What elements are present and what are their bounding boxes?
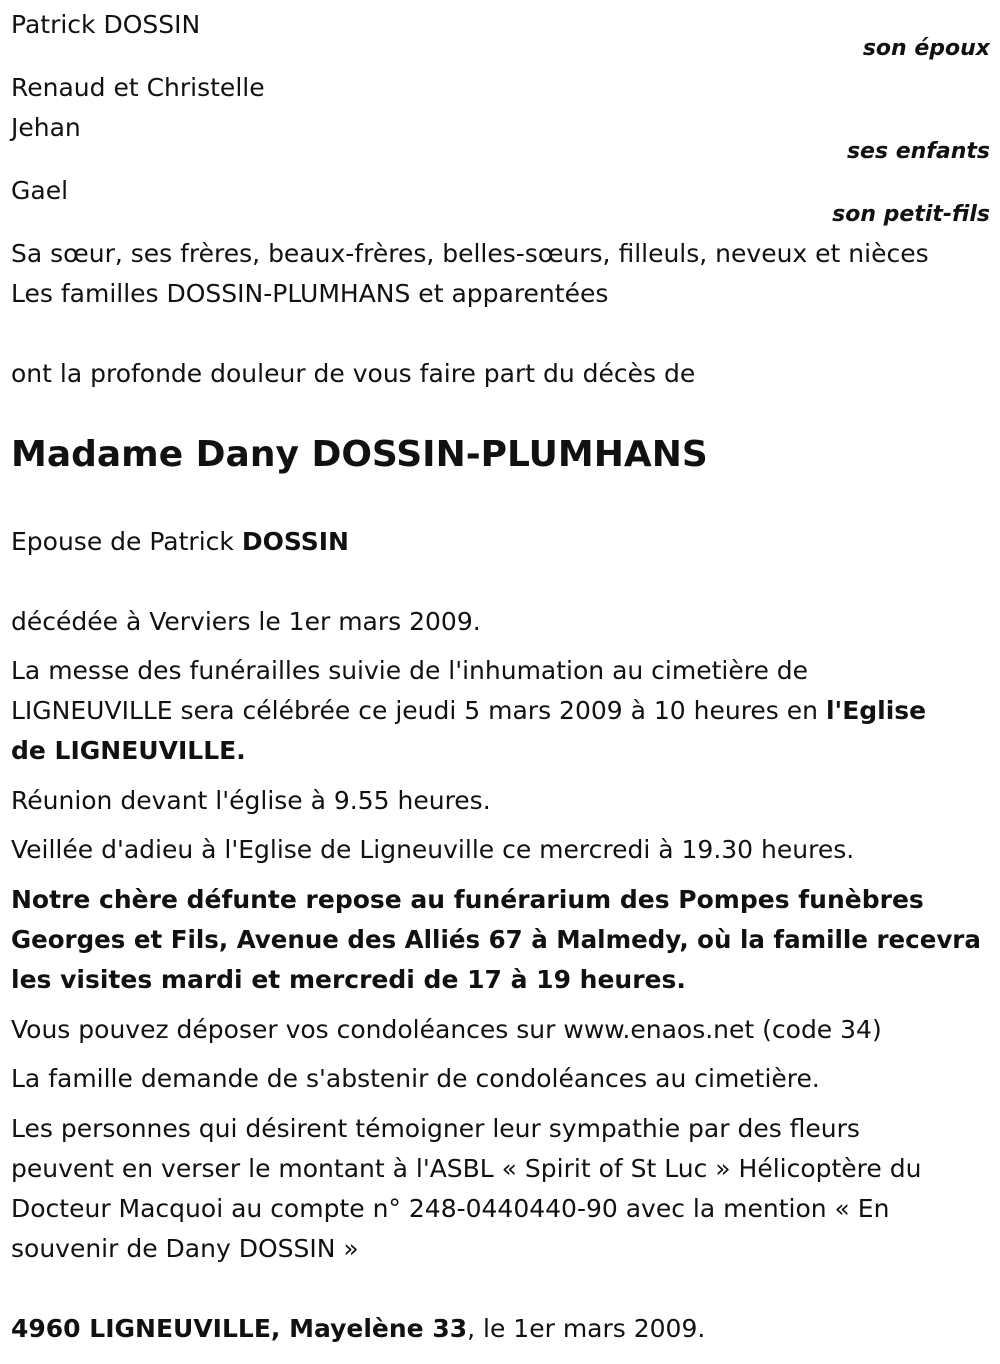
spouse-role: son époux xyxy=(862,36,990,61)
death-notice: décédée à Verviers le 1er mars 2009. xyxy=(11,607,481,636)
relatives: Sa sœur, ses frères, beaux-frères, belles-sœurs, filleuls, neveux et nièces xyxy=(11,239,929,268)
funeral-line-3 xyxy=(11,731,246,771)
funeral-line-1: La messe des funérailles suivie de l'inhumation au cimetière de xyxy=(11,656,809,685)
families: Les familles DOSSIN-PLUMHANS et apparentées xyxy=(11,279,609,308)
announcement: ont la profonde douleur de vous faire part du décès de xyxy=(11,359,696,388)
funeral-church: l'Eglise xyxy=(825,696,927,725)
grandchild-role: son petit-fils xyxy=(832,202,990,227)
children-role: ses enfants xyxy=(846,139,990,164)
footer-date: , le 1er mars 2009. xyxy=(467,1314,706,1343)
footer-address: 4960 LIGNEUVILLE, Mayelène 33 xyxy=(11,1314,468,1343)
spouse-name: Patrick DOSSIN xyxy=(11,10,201,39)
repose-line-1: Notre chère défunte repose au funérarium des Pompes funèbres xyxy=(11,885,924,914)
vigil: Veillée d'adieu à l'Eglise de Ligneuville ce mercredi à 19.30 heures. xyxy=(11,835,855,864)
flowers-line-2: peuvent en verser le montant à l'ASBL « Spirit of St Luc » Hélicoptère du xyxy=(11,1154,922,1183)
meeting: Réunion devant l'église à 9.55 heures. xyxy=(11,786,491,815)
spouse-line-prefix: Epouse de Patrick xyxy=(11,527,242,556)
child-2: Jehan xyxy=(11,113,81,142)
footer xyxy=(11,1309,705,1349)
condolences: Vous pouvez déposer vos condoléances sur www.enaos.net (code 34) xyxy=(11,1015,882,1044)
funeral-line-2 xyxy=(11,691,926,731)
funeral-line-2-text: LIGNEUVILLE sera célébrée ce jeudi 5 mars 2009 à 10 heures en xyxy=(11,696,826,725)
funeral-church-place: de LIGNEUVILLE. xyxy=(11,736,246,765)
grandchild: Gael xyxy=(11,176,69,205)
spouse-line-surname: DOSSIN xyxy=(241,527,349,556)
cemetery-notice: La famille demande de s'abstenir de condoléances au cimetière. xyxy=(11,1064,820,1093)
child-1: Renaud et Christelle xyxy=(11,73,265,102)
repose-line-2: Georges et Fils, Avenue des Alliés 67 à Malmedy, où la famille recevra xyxy=(11,925,981,954)
flowers-line-1: Les personnes qui désirent témoigner leur sympathie par des fleurs xyxy=(11,1114,860,1143)
repose-line-3: les visites mardi et mercredi de 17 à 19 heures. xyxy=(11,965,686,994)
flowers-line-4: souvenir de Dany DOSSIN » xyxy=(11,1234,359,1263)
deceased-name: Madame Dany DOSSIN-PLUMHANS xyxy=(11,434,708,475)
spouse-line xyxy=(11,522,349,562)
flowers-line-3: Docteur Macquoi au compte n° 248-0440440-90 avec la mention « En xyxy=(11,1194,890,1223)
